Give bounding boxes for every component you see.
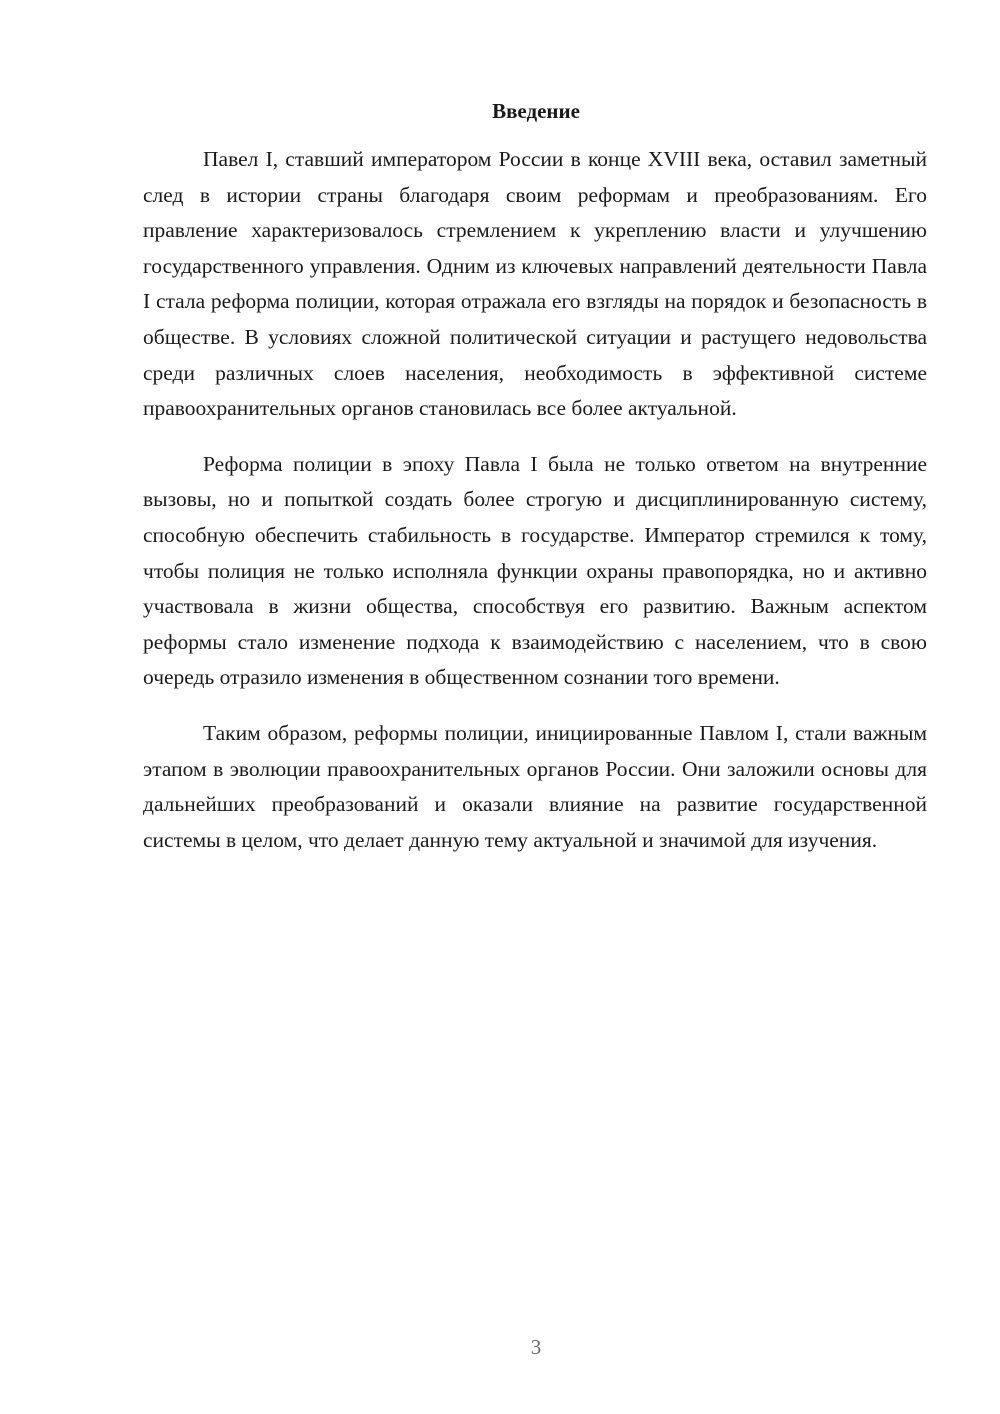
paragraph-1: Павел I, ставший императором России в конце XVIII века, оставил заметный след в истории страны благодаря своим реформам и преобразованиям. Его правление характеризовалось стремлением к укреплению власти и улучшению государственного управления. Одним из ключевых направлений деятельности Павла I стала реформа полиции, которая отражала его взгляды на порядок и безопасность в обществе. В условиях сложной политической ситуации и растущего недовольства среди различных слоев населения, необходимость в эффективной системе правоохранительных органов становилась все более актуальной. <box>143 147 927 421</box>
page-number: 3 <box>530 1335 542 1359</box>
document-body <box>143 142 927 878</box>
paragraph-2: Реформа полиции в эпоху Павла I была не только ответом на внутренние вызовы, но и попыткой создать более строгую и дисциплинированную систему, способную обеспечить стабильность в государстве. Император стремился к тому, чтобы полиция не только исполняла функции охраны правопорядка, но и активно участвовала в жизни общества, способствуя его развитию. Важным аспектом реформы стало изменение подхода к взаимодействию с населением, что в свою очередь отразило изменения в общественном сознании того времени. <box>143 451 927 690</box>
paragraph-3: Таким образом, реформы полиции, инициированные Павлом I, стали важным этапом в эволюции правоохранительных органов России. Они заложили основы для дальнейших преобразований и оказали влияние на развитие государственной системы в целом, что делает данную тему актуальной и значимой для изучения. <box>143 720 927 852</box>
section-title: Введение <box>492 99 580 123</box>
